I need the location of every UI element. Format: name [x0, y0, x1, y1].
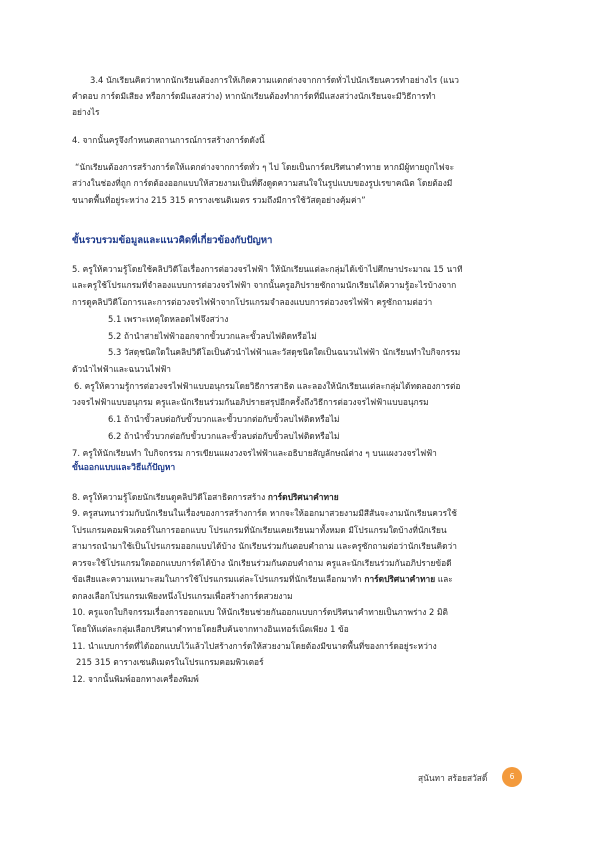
text-line: 6.1 ถ้านำขั้วลบต่อกับขั้วบวกและขั้วบวกต่อกับขั้วลบไฟติดหรือไม่: [108, 414, 340, 424]
page-number-badge: 6: [502, 767, 522, 787]
text-line: วงจรไฟฟ้าแบบอนุกรม ครูและนักเรียนร่วมกันอภิปรายสรุปอีกครั้งถึงวิธีการต่อวงจรไฟฟ้าแบบอนุกรม: [72, 397, 429, 407]
section-heading-gather: ขั้นรวบรวมข้อมูลและแนวคิดที่เกี่ยวข้องกับปัญหา: [72, 235, 273, 246]
text-line: 5.1 เพราะเหตุใดหลอดไฟจึงสว่าง: [108, 314, 229, 324]
text-line: 12. จากนั้นพิมพ์ออกทางเครื่องพิมพ์: [72, 674, 199, 684]
text-line: ตัวนำไฟฟ้าและฉนวนไฟฟ้า: [72, 364, 172, 374]
quote-line: สว่างในช่องที่ถูก การ์ดต้องออกแบบให้สวยงามเป็นที่ดึงดูดความสนใจในรูปแบบของรูปเรขาคณิต โดยต้องมี: [72, 178, 453, 188]
quote-line: ขนาดพื้นที่อยู่ระหว่าง 215 315 ตารางเซนติเมตร รวมถึงมีการใช้วัสดุอย่างคุ้มค่า”: [72, 195, 366, 205]
footer-author: สุนันทา สร้อยสวัสดิ์: [418, 773, 488, 783]
text-line: คำตอบ การ์ดมีเสียง หรือการ์ดมีแสงสว่าง) หากนักเรียนต้องทำการ์ดที่มีแสงสว่างนักเรียนจะมีวิธีการทำ: [72, 91, 436, 101]
text-line: และครูใช้โปรแกรมที่จำลองแบบการต่อวงจรไฟฟ้า จากนั้นครูอภิปรายซักถามนักเรียนได้ความรู้อะไรบ้างจาก: [72, 280, 457, 290]
text-line: สามารถนำมาใช้เป็นโปรแกรมออกแบบได้บ้าง นักเรียนร่วมกันตอบคำถาม และครูซักถามต่อว่านักเรียนคิดว่า: [72, 541, 457, 551]
text-line: การดูคลิปวิดีโอการและการต่อวงจรไฟฟ้าจากโปรแกรมจำลองแบบการต่อวงจรไฟฟ้า ครูซักถามต่อว่า: [72, 297, 433, 307]
text-line: 6. ครูให้ความรู้การต่อวงจรไฟฟ้าแบบอนุกรมโดยวิธีการสาธิต และลองให้นักเรียนแต่ละกลุ่มได้ทดลองการต่อ: [74, 381, 461, 391]
text-line: 3.4 นักเรียนคิดว่าหากนักเรียนต้องการให้เกิดความแตกต่างจากการ์ดทั่วไปนักเรียนควรทำอย่างไร (แนว: [90, 75, 459, 85]
text-line: ควรจะใช้โปรแกรมใดออกแบบการ์ดได้บ้าง นักเรียนร่วมกันตอบคำถาม ครูและนักเรียนร่วมกันอภิปรายข้อดี: [72, 558, 452, 568]
text-line: 6.2 ถ้านำขั้วบวกต่อกับขั้วบวกและขั้วลบต่อกับขั้วลบไฟติดหรือไม่: [108, 431, 340, 441]
text-line: 9. ครูสนทนาร่วมกับนักเรียนในเรื่องของการสร้างการ์ด หากจะให้ออกมาสวยงามมีสีสันจะงามนักเรียนควรใช้: [72, 508, 457, 518]
text-line: โดยให้แต่ละกลุ่มเลือกปริศนาคำทายโดยสืบค้นจากทางอินเทอร์เน็ตเพียง 1 ข้อ: [72, 624, 349, 634]
text-line: ตกลงเลือกโปรแกรมเพียงหนึ่งโปรแกรมเพื่อสร้างการ์ดสวยงาม: [72, 591, 293, 601]
text-line: [72, 491, 339, 503]
text-segment: และ: [437, 574, 453, 584]
text-line: 10. ครูแจกใบกิจกรรมเรื่องการออกแบบ ให้นักเรียนช่วยกันออกแบบการ์ดปริศนาคำทายเป็นภาพร่าง 2 มิติ: [72, 607, 448, 617]
text-line: โปรแกรมคอมพิวเตอร์ในการออกแบบ โปรแกรมที่นักเรียนเคยเรียนมาทั้งหมด มีโปรแกรมใดบ้างที่นักเรียน: [72, 525, 447, 535]
text-line: 5.2 ถ้านำสายไฟฟ้าออกจากขั้วบวกและขั้วลบไฟติดหรือไม่: [108, 331, 317, 341]
bold-term: การ์ดปริศนาคำทาย: [364, 574, 436, 584]
text-line: 11. นำแบบการ์ดที่ได้ออกแบบไว้แล้วไปสร้างการ์ดให้สวยงามโดยต้องมีขนาดพื้นที่ของการ์ดอยู่ระหว่าง: [72, 641, 437, 651]
step-4-heading: 4. จากนั้นครูจึงกำหนดสถานการณ์การสร้างการ์ดดังนี้: [72, 135, 265, 145]
text-line: 7. ครูให้นักเรียนทำ ใบกิจกรรม การเขียนแผงวงจรไฟฟ้าและอธิบายสัญลักษณ์ต่าง ๆ บนแผงวงจรไฟฟ้า: [72, 448, 437, 458]
text-line: 5.3 วัสดุชนิดใดในคลิปวิดีโอเป็นตัวนำไฟฟ้าและวัสดุชนิดใดเป็นฉนวนไฟฟ้า นักเรียนทำใบกิจกรรม: [108, 347, 461, 357]
text-segment: 8. ครูให้ความรู้โดยนักเรียนดูคลิปวิดีโอสาธิตการสร้าง: [72, 492, 266, 502]
text-line: 5. ครูให้ความรู้โดยใช้คลิปวิดีโอเรื่องการต่อวงจรไฟฟ้า ให้นักเรียนแต่ละกลุ่มได้เข้าไปศึกษาประมาณ 15 นาที: [72, 264, 463, 274]
text-line: อย่างไร: [72, 107, 100, 117]
bold-term: การ์ดปริศนาคำทาย: [267, 492, 339, 502]
section-heading-design: ขั้นออกแบบและวิธีแก้ปัญหา: [72, 463, 176, 473]
text-line: 215 315 ตารางเซนติเมตรในโปรแกรมคอมพิวเตอร์: [76, 657, 264, 667]
text-line: [72, 573, 453, 585]
text-segment: ข้อเสียและความเหมาะสมในการใช้โปรแกรมแต่ละโปรแกรมที่นักเรียนเลือกมาทำ: [72, 574, 362, 584]
quote-line: “นักเรียนต้องการสร้างการ์ดให้แตกต่างจากการ์ดทั่ว ๆ ไป โดยเป็นการ์ดปริศนาคำทาย หากมีผู้ทายถูกไฟจะ: [75, 162, 455, 172]
